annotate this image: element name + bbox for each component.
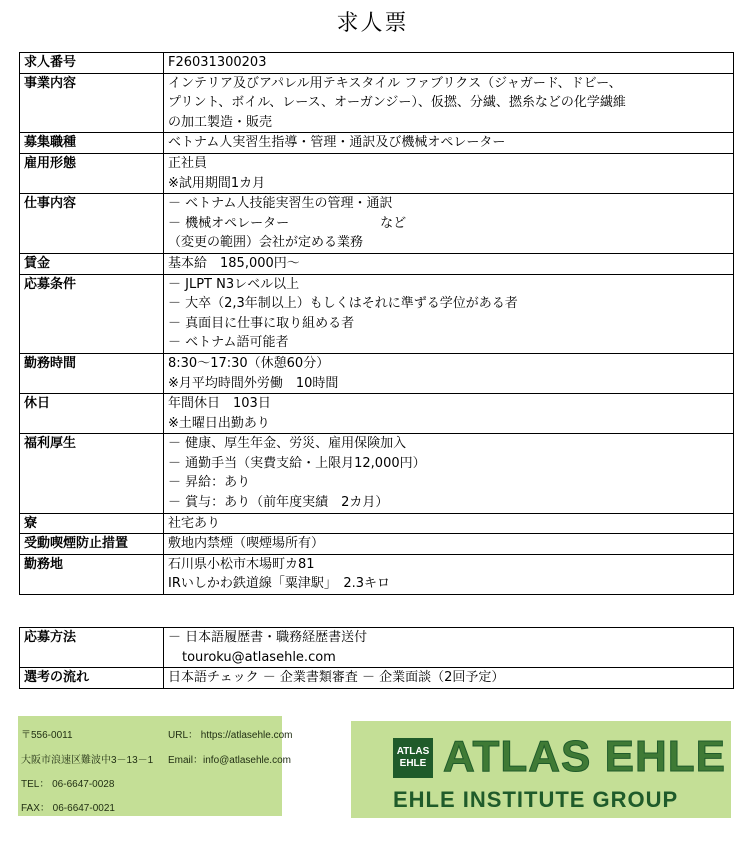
value-line: － 賞与：あり（前年度実績 2カ月） xyxy=(168,495,389,511)
row-value xyxy=(164,668,734,689)
row-value xyxy=(164,353,734,393)
contact-email[interactable]: touroku@atlasehle.com xyxy=(182,649,336,665)
value-line: IRいしかわ鉄道線「粟津駅」 2.3キロ xyxy=(168,576,391,592)
row-label: 事業内容 xyxy=(20,73,164,133)
company-contact-block xyxy=(18,716,293,816)
row-value xyxy=(164,274,734,353)
job-table xyxy=(19,52,734,595)
table-row xyxy=(20,153,734,193)
row-value xyxy=(164,394,734,434)
page-title: 求人票 xyxy=(336,11,409,36)
value-line: ※試用期間1カ月 xyxy=(168,175,266,191)
row-label: 勤務地 xyxy=(20,554,164,594)
row-value xyxy=(164,513,734,534)
row-label: 賃金 xyxy=(20,253,164,274)
row-value xyxy=(164,73,734,133)
address: 大阪市浪速区難波中3－13－1 xyxy=(21,755,154,766)
table-row xyxy=(20,513,734,534)
fax: FAX： 06-6647-0021 xyxy=(21,803,115,814)
table-row xyxy=(20,274,734,353)
row-value xyxy=(164,554,734,594)
contact-email-footer[interactable]: Email：info@atlasehle.com xyxy=(168,755,291,766)
value-line: 8:30～17:30（休憩60分） xyxy=(168,355,330,371)
row-label: 求人番号 xyxy=(20,53,164,74)
value-line: － 機械オペレーター など xyxy=(168,215,407,231)
row-label: 受動喫煙防止措置 xyxy=(20,534,164,555)
row-label: 応募条件 xyxy=(20,274,164,353)
postal-code: 〒556-0011 xyxy=(21,730,73,741)
value-line: 日本語チェック － 企業書類審査 － 企業面談（2回予定） xyxy=(168,670,505,686)
value-line: プリント、ボイル、レース、オーガンジー）、仮撚、分繊、撚糸などの化学繊維 xyxy=(168,95,626,111)
table-row xyxy=(20,253,734,274)
value-line: － 昇給：あり xyxy=(168,475,251,491)
value-line: 基本給 185,000円～ xyxy=(168,255,300,271)
row-value xyxy=(164,253,734,274)
row-value xyxy=(164,434,734,513)
row-label: 勤務時間 xyxy=(20,353,164,393)
value-line: 年間休日 103日 xyxy=(168,396,271,412)
row-label: 募集職種 xyxy=(20,133,164,154)
row-label: 応募方法 xyxy=(20,628,164,668)
value-line: の加工製造・販売 xyxy=(168,114,273,130)
value-line: F26031300203 xyxy=(168,55,267,70)
table-row xyxy=(20,194,734,254)
row-label: 選考の流れ xyxy=(20,668,164,689)
table-row xyxy=(20,394,734,434)
table-row xyxy=(20,434,734,513)
row-label: 休日 xyxy=(20,394,164,434)
value-line: － ベトナム語可能者 xyxy=(168,335,289,351)
row-value xyxy=(164,133,734,154)
row-label: 仕事内容 xyxy=(20,194,164,254)
tel: TEL： 06-6647-0028 xyxy=(21,779,115,790)
value-line: 石川県小松市木場町カ81 xyxy=(168,556,315,572)
logo-badge-bottom: EHLE xyxy=(399,758,427,769)
table-row xyxy=(20,133,734,154)
value-line: － JLPT N3レベル以上 xyxy=(168,276,300,292)
logo-subtitle: EHLE INSTITUTE GROUP xyxy=(393,787,679,812)
row-label: 雇用形態 xyxy=(20,153,164,193)
table-row xyxy=(20,628,734,668)
job-table-body xyxy=(20,53,734,595)
value-line: － 日本語履歴書・職務経歴書送付 xyxy=(168,630,368,645)
value-line: ※月平均時間外労働 10時間 xyxy=(168,375,339,391)
table-row xyxy=(20,53,734,74)
value-line: （変更の範囲）会社が定める業務 xyxy=(168,235,364,251)
value-line: インテリア及びアパレル用テキスタイル ファブリクス（ジャガード、ドビー、 xyxy=(168,75,622,91)
table-row xyxy=(20,534,734,555)
table-row xyxy=(20,73,734,133)
value-line: － 真面目に仕事に取り組める者 xyxy=(168,315,355,331)
row-value xyxy=(164,534,734,555)
row-label: 福利厚生 xyxy=(20,434,164,513)
value-line: － 大卒（2,3年制以上）もしくはそれに準ずる学位がある者 xyxy=(168,296,518,312)
table-row xyxy=(20,353,734,393)
row-value xyxy=(164,53,734,74)
value-line: 社宅あり xyxy=(168,515,221,531)
table-row xyxy=(20,554,734,594)
company-logo xyxy=(351,721,731,818)
value-line: － ベトナム人技能実習生の管理・通訳 xyxy=(168,196,393,212)
logo-badge-top: ATLAS xyxy=(396,746,430,757)
application-table xyxy=(19,627,734,689)
value-line: ベトナム人実習生指導・管理・通訳及び機械オペレーター xyxy=(168,135,506,151)
row-value xyxy=(164,153,734,193)
value-line: － 健康、厚生年金、労災、雇用保険加入 xyxy=(168,436,407,452)
row-value xyxy=(164,194,734,254)
row-label: 寮 xyxy=(20,513,164,534)
value-line: ※土曜日出勤あり xyxy=(168,415,270,431)
logo-badge xyxy=(393,738,433,778)
value-line: 正社員 xyxy=(168,155,208,171)
value-line: － 通勤手当（実費支給・上限月12,000円） xyxy=(168,455,426,471)
logo-wordmark: ATLAS EHLE xyxy=(443,732,726,781)
row-value xyxy=(164,628,734,668)
table-row xyxy=(20,668,734,689)
website-url[interactable]: URL： https://atlasehle.com xyxy=(168,730,293,741)
value-line: 敷地内禁煙（喫煙場所有） xyxy=(168,536,325,552)
